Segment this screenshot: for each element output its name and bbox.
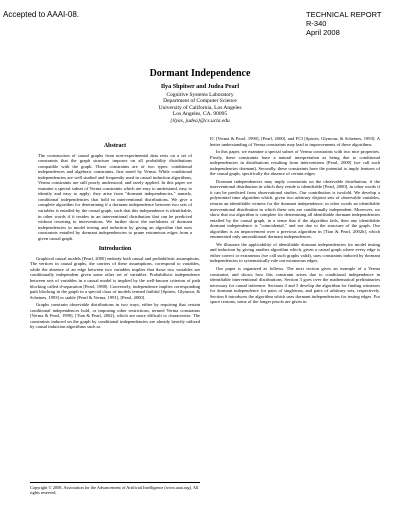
right-column [210, 136, 380, 307]
introduction-heading: Introduction [98, 246, 132, 253]
author-names: Ilya Shpitser and Judea Pearl [160, 83, 240, 90]
affiliation-line: Los Angeles, CA. 90095 [172, 111, 228, 118]
body-paragraph: In this paper, we examine a special subset of Verma constraints with two nice properties. Firstly, these constraints have a natural interpretation as being due to conditional independencies in distributions resulting from interventions [Pearl, 2000] (we call such independencies dormant). Secondly, these constraints have the potential to imply features of the causal graph, specifically the absence of certain edges. [210, 149, 380, 177]
left-column [30, 143, 200, 332]
paper-title: Dormant Independence [149, 68, 251, 79]
report-label: TECHNICAL REPORT [306, 10, 382, 19]
accepted-note: Accepted to AAAI-08. [3, 10, 80, 19]
abstract-text: The construction of causal graphs from non-experimental data rests on a set of constraints that the graph structure imposes on all probability distributions compatible with the graph. These constraints are of two types: conditional independences and algebraic constraints, first noted by Verma. While conditional independencies are well studied and frequently used in causal induction algorithms, Verma constraints are still poorly understood, and rarely applied. In this paper we examine a special subset of Verma constraints which are easy to understand, easy to identify and easy to apply; they arise from "dormant independencies," namely, conditional independencies that hold in interventional distributions. We give a complete algorithm for determining if a dormant independence between two sets of variables is entailed by the causal graph, such that this independence is identifiable, in other words if it resides in an interventional distribution that can be predicted without resorting to interventions. We further show the usefulness of dormant independencies in model testing and induction by giving an algorithm that uses constraints entailed by dormant independencies to prune extraneous edges from a given causal graph. [38, 152, 192, 241]
copyright-footnote: Copyright © 2008, Association for the Advancement of Artificial Intelligence (www.aaai.org). All rights reserved. [30, 482, 200, 495]
report-number: R-340 [306, 19, 327, 28]
body-paragraph: We illustrate the applicability of identifiable dormant independencies for model testing and induction by giving another algorithm which, given a causal graph where every edge is either correct or extraneous (we call such graphs valid), uses constraints induced by dormant independencies to systematically rule out extraneous edges. [210, 241, 380, 264]
intro-paragraph: Graphs constrain observable distributions in two ways, either by requiring that certain conditional independences hold, or imposing other restrictions, termed Verma constraints [Verma & Pearl, 1990], [Tian & Pearl, 2002], which are more difficult to characterize. The constraints induced on the graph by conditional independencies are already heavily utilized by causal induction algorithms such as [30, 302, 200, 330]
author-block [0, 84, 400, 125]
report-date: April 2008 [306, 28, 340, 37]
intro-paragraph: Graphical causal models [Pearl, 2000] embody both causal and probabilistic assumptions. The vertices in causal graphs, the carriers of these assumptions, correspond to variables, while the absence of an edge between two variables implies that those two variables are conditionally independent given some other set of variables. Probabilistic independence between sets of variables in a causal model is implied by the well-known criterion of path blocking called d-separation [Pearl, 1988]. Conversely, independence implies corresponding path blocking in the graph in a special class of models termed faithful [Spirtes, Glymour, & Scheines, 1993] or stable [Pearl & Verma, 1991], [Pearl, 2000]. [30, 255, 200, 300]
author-emails: {ilyas, judea}@cs.ucla.edu [170, 117, 230, 124]
affiliation-line: Cognitive Systems Laboratory [166, 91, 234, 98]
affiliation-line: Department of Computer Science [163, 98, 237, 105]
body-paragraph: IC [Verma & Pearl, 1990], [Pearl, 2000], and FCI [Spirtes, Glymour, & Scheines, 1993]. A better understanding of Verma constraints may lead to improvements of these algorithms. [210, 136, 380, 147]
report-info [306, 10, 381, 37]
body-paragraph: Dormant independencies may imply constraints on the observable distribution, if the interventional distribution in which they reside is identifiable [Pearl, 2000], in other words if it can be predicted from observational studies. Our contribution is twofold. We develop a polynomial time algorithm which, given two arbitrary disjoint sets of observable variables, returns an identifiable witness for the dormant independence, in other words an identifiable interventional distribution in which these sets are conditionally independent. Moreover, we show that our algorithm is complete for determining all identifiable dormant independencies entailed by the causal graph, in a sense that if the algorithm fails, then any identifiable dormant independence is "coincidental," and not due to the structure of the graph. Our algorithm is an improvement over a previous algorithm in [Tian & Pearl, 2002b], which enumerated only unconditional dormant independences. [210, 178, 380, 240]
abstract-heading: Abstract [103, 143, 127, 149]
body-paragraph: Our paper is organized as follows. The next section gives an example of a Verma constraint, and shows how this constraint arises due to conditional independence in identifiable interventional distributions. Section 3 goes over the mathematical preliminaries necessary for causal inference. Sections 4 and 5 develop the algorithm for finding witnesses for dormant independence for pairs of singletons, and pairs of arbitrary sets, respectively. Section 6 introduces the algorithm which uses dormant independencies for testing edges. For space reasons, some of the longer proofs are given in [210, 266, 380, 305]
affiliation-line: University of California, Los Angeles [158, 104, 242, 111]
